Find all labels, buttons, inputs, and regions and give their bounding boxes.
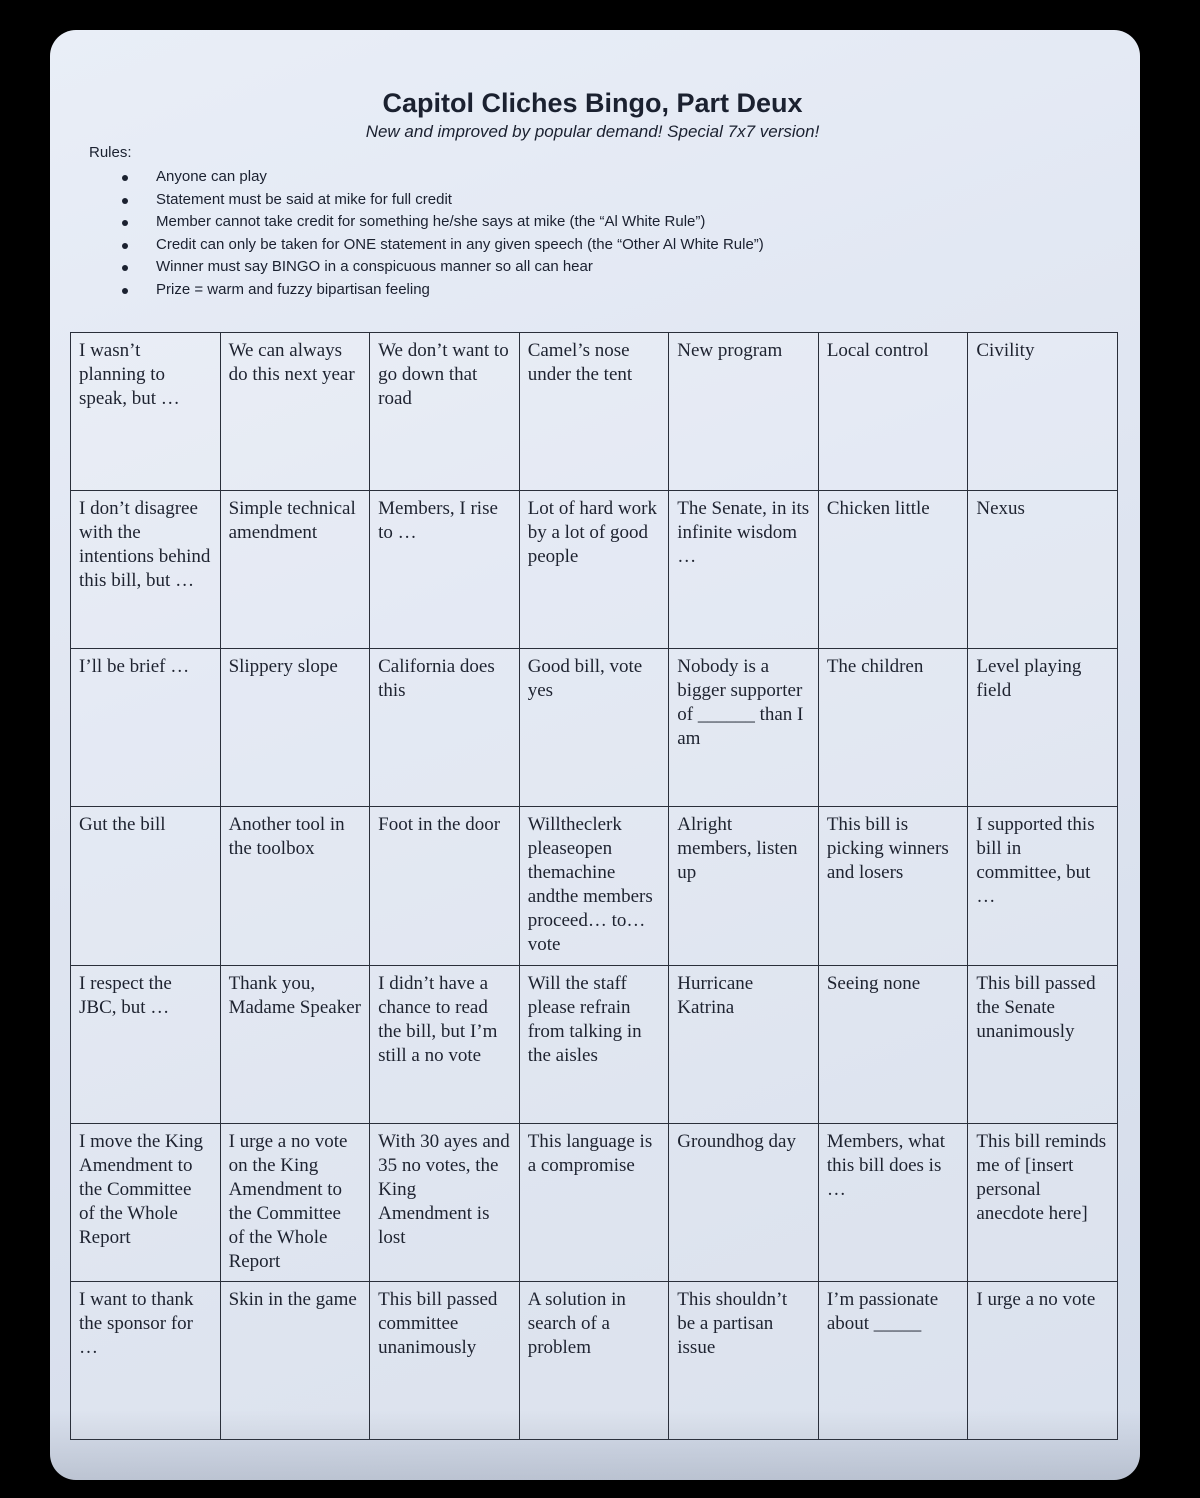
bingo-cell: Foot in the door xyxy=(370,807,520,965)
bingo-cell: This bill is picking winners and losers xyxy=(818,807,968,965)
bingo-cell: I don’t disagree with the intentions behind this bill, but … xyxy=(71,491,221,649)
bingo-cell: I urge a no vote on the King Amendment to the Committee of the Whole Report xyxy=(220,1123,370,1281)
bingo-cell: Camel’s nose under the tent xyxy=(519,333,669,491)
bingo-cell: Will the staff please refrain from talking in the aisles xyxy=(519,965,669,1123)
bingo-cell: Level playing field xyxy=(968,649,1118,807)
bingo-cell: This bill passed committee unanimously xyxy=(370,1281,520,1439)
bingo-cell: Seeing none xyxy=(818,965,968,1123)
grid-row xyxy=(71,649,1118,807)
grid-row xyxy=(71,333,1118,491)
bingo-cell: Good bill, vote yes xyxy=(519,649,669,807)
bingo-cell: Nexus xyxy=(968,491,1118,649)
rule-item: Member cannot take credit for something he/she says at mike (the “Al White Rule”) xyxy=(122,211,764,234)
bingo-cell: Members, I rise to … xyxy=(370,491,520,649)
bingo-cell: Skin in the game xyxy=(220,1281,370,1439)
bingo-cell: Civility xyxy=(968,333,1118,491)
bingo-cell: Gut the bill xyxy=(71,807,221,965)
bingo-cell: We don’t want to go down that road xyxy=(370,333,520,491)
rule-item: Statement must be said at mike for full credit xyxy=(122,189,764,212)
bingo-cell: Lot of hard work by a lot of good people xyxy=(519,491,669,649)
page-subtitle: New and improved by popular demand! Special 7x7 version! xyxy=(365,122,820,141)
bingo-cell: Chicken little xyxy=(818,491,968,649)
rules-label: Rules: xyxy=(89,144,132,161)
bingo-cell: Nobody is a bigger supporter of ______ than I am xyxy=(669,649,819,807)
grid-row xyxy=(71,807,1118,965)
bingo-cell: I wasn’t planning to speak, but … xyxy=(71,333,221,491)
bingo-cell: I’m passionate about _____ xyxy=(818,1281,968,1439)
rule-item: Winner must say BINGO in a conspicuous manner so all can hear xyxy=(122,256,764,279)
bingo-cell: This bill passed the Senate unanimously xyxy=(968,965,1118,1123)
bingo-cell: I supported this bill in committee, but … xyxy=(968,807,1118,965)
bingo-cell: I want to thank the sponsor for … xyxy=(71,1281,221,1439)
bingo-cell: Simple technical amendment xyxy=(220,491,370,649)
bingo-cell: This shouldn’t be a partisan issue xyxy=(669,1281,819,1439)
bingo-cell: Thank you, Madame Speaker xyxy=(220,965,370,1123)
bingo-cell: Alright members, listen up xyxy=(669,807,819,965)
bingo-cell: With 30 ayes and 35 no votes, the King Amendment is lost xyxy=(370,1123,520,1281)
bingo-cell: Groundhog day xyxy=(669,1123,819,1281)
grid-row xyxy=(71,1281,1118,1439)
grid-row xyxy=(71,1123,1118,1281)
bingo-cell: I respect the JBC, but … xyxy=(71,965,221,1123)
grid-row xyxy=(71,965,1118,1123)
grid-row xyxy=(71,491,1118,649)
rule-item: Anyone can play xyxy=(122,166,764,189)
bingo-cell: The children xyxy=(818,649,968,807)
bingo-cell: This bill reminds me of [insert personal anecdote here] xyxy=(968,1123,1118,1281)
bingo-cell: Hurricane Katrina xyxy=(669,965,819,1123)
bingo-grid xyxy=(70,332,1118,1440)
rule-item: Prize = warm and fuzzy bipartisan feeling xyxy=(122,279,764,302)
bingo-cell: I didn’t have a chance to read the bill, but I’m still a no vote xyxy=(370,965,520,1123)
bingo-cell: Another tool in the toolbox xyxy=(220,807,370,965)
bingo-cell: I urge a no vote xyxy=(968,1281,1118,1439)
page-title: Capitol Cliches Bingo, Part Deux xyxy=(382,88,803,118)
bingo-cell: We can always do this next year xyxy=(220,333,370,491)
rules-list xyxy=(122,166,764,301)
bingo-cell: A solution in search of a problem xyxy=(519,1281,669,1439)
bingo-cell: The Senate, in its infinite wisdom … xyxy=(669,491,819,649)
bingo-cell: New program xyxy=(669,333,819,491)
rule-item: Credit can only be taken for ONE statement in any given speech (the “Other Al White Rule”) xyxy=(122,234,764,257)
bingo-cell: Slippery slope xyxy=(220,649,370,807)
bingo-cell: This language is a compromise xyxy=(519,1123,669,1281)
bingo-sheet xyxy=(50,30,1140,1480)
bingo-cell: Local control xyxy=(818,333,968,491)
bingo-cell: California does this xyxy=(370,649,520,807)
bingo-cell: I move the King Amendment to the Committee of the Whole Report xyxy=(71,1123,221,1281)
bingo-cell: Members, what this bill does is … xyxy=(818,1123,968,1281)
bingo-cell: I’ll be brief … xyxy=(71,649,221,807)
bingo-cell: Willtheclerk pleaseopen themachine andthe members proceed… to… vote xyxy=(519,807,669,965)
